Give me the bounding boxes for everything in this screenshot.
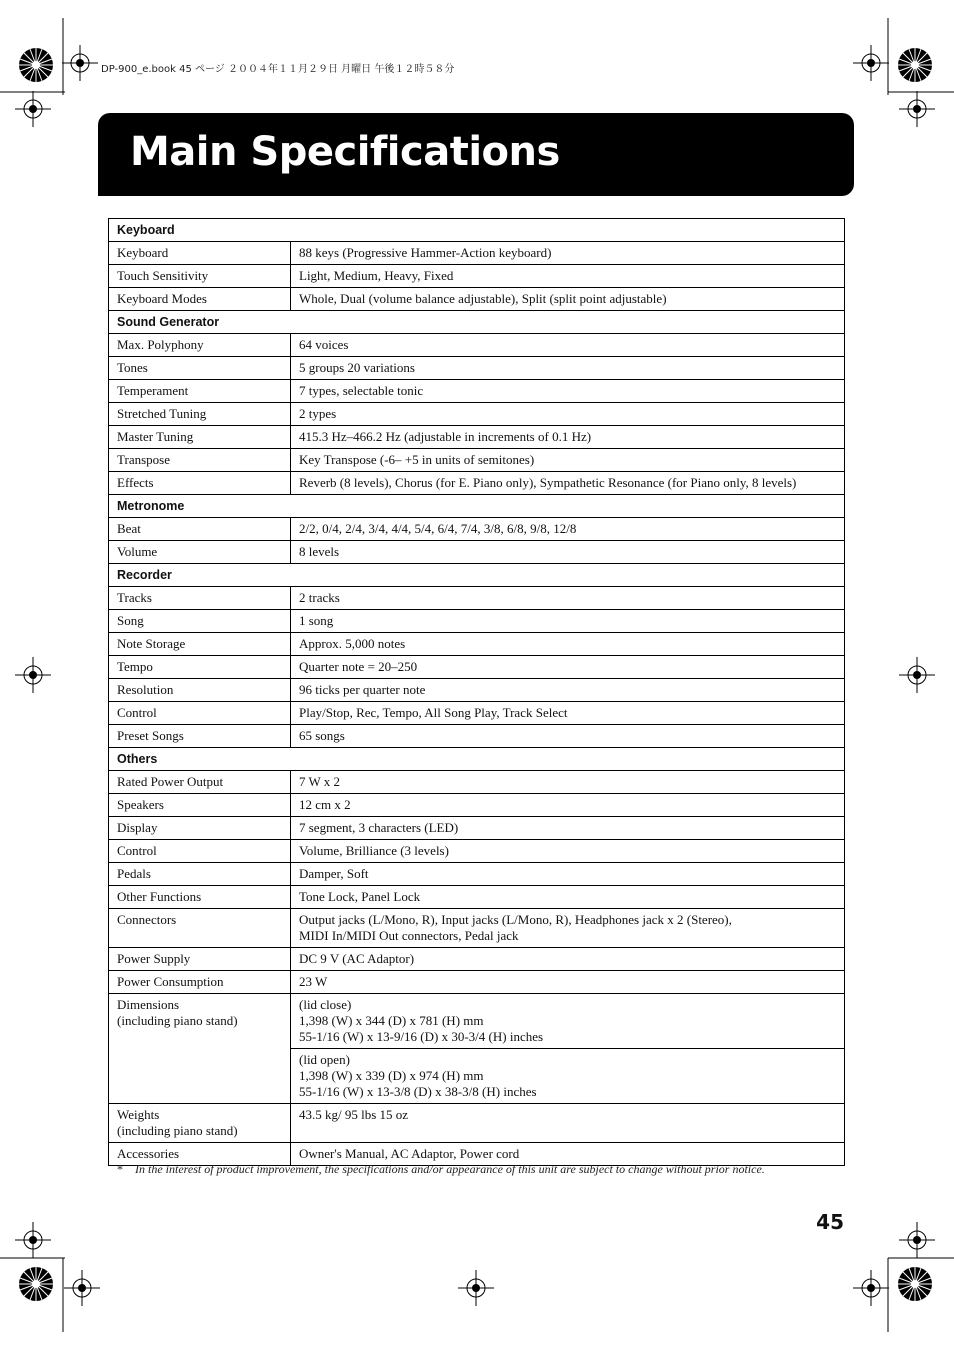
spec-value: 12 cm x 2 (291, 794, 845, 817)
table-row (109, 403, 845, 426)
spec-value: Play/Stop, Rec, Tempo, All Song Play, Track Select (291, 702, 845, 725)
spec-label: Other Functions (109, 886, 291, 909)
section-header-sound-generator (109, 311, 845, 334)
spec-value: Output jacks (L/Mono, R), Input jacks (L/Mono, R), Headphones jack x 2 (Stereo), MIDI In/MIDI Out connectors, Pedal jack (291, 909, 845, 948)
section-title: Metronome (109, 495, 845, 518)
spec-label: Accessories (109, 1143, 291, 1166)
footnote-marker: * (117, 1162, 123, 1176)
spec-label: Beat (109, 518, 291, 541)
table-row (109, 656, 845, 679)
table-row (109, 587, 845, 610)
spec-value: 7 types, selectable tonic (291, 380, 845, 403)
spec-label: Max. Polyphony (109, 334, 291, 357)
spec-label: Master Tuning (109, 426, 291, 449)
section-title: Keyboard (109, 219, 845, 242)
spec-label: Keyboard (109, 242, 291, 265)
section-header-keyboard (109, 219, 845, 242)
table-row (109, 633, 845, 656)
spec-value: Reverb (8 levels), Chorus (for E. Piano only), Sympathetic Resonance (for Piano only, 8 levels) (291, 472, 845, 495)
spec-label: Effects (109, 472, 291, 495)
table-row (109, 886, 845, 909)
section-title: Sound Generator (109, 311, 845, 334)
spec-label: Note Storage (109, 633, 291, 656)
footnote-text: In the interest of product improvement, the specifications and/or appearance of this unit are subject to change without prior notice. (135, 1162, 765, 1176)
print-header: DP-900_e.book 45 ページ ２００４年１１月２９日 月曜日 午後１２時５８分 (101, 64, 455, 75)
spec-value: 8 levels (291, 541, 845, 564)
spec-label: Volume (109, 541, 291, 564)
spec-label: Speakers (109, 794, 291, 817)
table-row (109, 771, 845, 794)
spec-table (108, 218, 845, 1166)
table-row (109, 971, 845, 994)
table-row (109, 518, 845, 541)
spec-label: Temperament (109, 380, 291, 403)
spec-value: 5 groups 20 variations (291, 357, 845, 380)
spec-label: Touch Sensitivity (109, 265, 291, 288)
spec-value: 415.3 Hz–466.2 Hz (adjustable in increments of 0.1 Hz) (291, 426, 845, 449)
table-row (109, 449, 845, 472)
section-title: Recorder (109, 564, 845, 587)
spec-value: Quarter note = 20–250 (291, 656, 845, 679)
spec-value: 1 song (291, 610, 845, 633)
table-row (109, 994, 845, 1049)
spec-value: Approx. 5,000 notes (291, 633, 845, 656)
spec-label: Control (109, 702, 291, 725)
spec-value: 2/2, 0/4, 2/4, 3/4, 4/4, 5/4, 6/4, 7/4, 3/8, 6/8, 9/8, 12/8 (291, 518, 845, 541)
table-row (109, 380, 845, 403)
spec-value: (lid close) 1,398 (W) x 344 (D) x 781 (H) mm 55-1/16 (W) x 13-9/16 (D) x 30-3/4 (H) inches (291, 994, 845, 1049)
spec-label: Connectors (109, 909, 291, 948)
table-row (109, 610, 845, 633)
spec-value: Damper, Soft (291, 863, 845, 886)
table-row (109, 794, 845, 817)
spec-value: 88 keys (Progressive Hammer-Action keyboard) (291, 242, 845, 265)
spec-label: Dimensions (including piano stand) (109, 994, 291, 1104)
table-row (109, 288, 845, 311)
spec-value: DC 9 V (AC Adaptor) (291, 948, 845, 971)
footnote (117, 1162, 837, 1177)
section-title: Others (109, 748, 845, 771)
spec-value: 43.5 kg/ 95 lbs 15 oz (291, 1104, 845, 1143)
spec-label: Stretched Tuning (109, 403, 291, 426)
section-header-others (109, 748, 845, 771)
spec-label: Resolution (109, 679, 291, 702)
table-row (109, 679, 845, 702)
table-row (109, 863, 845, 886)
section-header-recorder (109, 564, 845, 587)
table-row (109, 817, 845, 840)
table-row (109, 948, 845, 971)
spec-value: 65 songs (291, 725, 845, 748)
table-row (109, 426, 845, 449)
spec-label: Power Consumption (109, 971, 291, 994)
spec-label: Pedals (109, 863, 291, 886)
table-row (109, 909, 845, 948)
table-row (109, 334, 845, 357)
spec-label: Power Supply (109, 948, 291, 971)
spec-label: Weights (including piano stand) (109, 1104, 291, 1143)
spec-label: Keyboard Modes (109, 288, 291, 311)
title-bar (98, 113, 854, 196)
spec-label: Control (109, 840, 291, 863)
spec-value: Whole, Dual (volume balance adjustable), Split (split point adjustable) (291, 288, 845, 311)
table-row (109, 242, 845, 265)
table-row (109, 1104, 845, 1143)
table-row (109, 725, 845, 748)
spec-label: Tracks (109, 587, 291, 610)
spec-label: Tempo (109, 656, 291, 679)
spec-value: (lid open) 1,398 (W) x 339 (D) x 974 (H) mm 55-1/16 (W) x 13-3/8 (D) x 38-3/8 (H) inches (291, 1049, 845, 1104)
table-row (109, 265, 845, 288)
spec-value: Key Transpose (-6– +5 in units of semitones) (291, 449, 845, 472)
spec-value: 7 segment, 3 characters (LED) (291, 817, 845, 840)
page-number: 45 (816, 1210, 844, 1234)
spec-label: Rated Power Output (109, 771, 291, 794)
spec-label: Transpose (109, 449, 291, 472)
table-row (109, 541, 845, 564)
spec-value: 96 ticks per quarter note (291, 679, 845, 702)
spec-value: 23 W (291, 971, 845, 994)
page-title: Main Specifications (130, 129, 560, 175)
spec-value: Light, Medium, Heavy, Fixed (291, 265, 845, 288)
spec-value: 7 W x 2 (291, 771, 845, 794)
table-row (109, 472, 845, 495)
spec-value: 2 tracks (291, 587, 845, 610)
spec-label: Tones (109, 357, 291, 380)
spec-value: Owner's Manual, AC Adaptor, Power cord (291, 1143, 845, 1166)
spec-value: 2 types (291, 403, 845, 426)
spec-value: 64 voices (291, 334, 845, 357)
spec-label: Song (109, 610, 291, 633)
spec-label: Display (109, 817, 291, 840)
spec-value: Tone Lock, Panel Lock (291, 886, 845, 909)
table-row (109, 357, 845, 380)
section-header-metronome (109, 495, 845, 518)
table-row (109, 840, 845, 863)
spec-value: Volume, Brilliance (3 levels) (291, 840, 845, 863)
table-row (109, 702, 845, 725)
spec-label: Preset Songs (109, 725, 291, 748)
